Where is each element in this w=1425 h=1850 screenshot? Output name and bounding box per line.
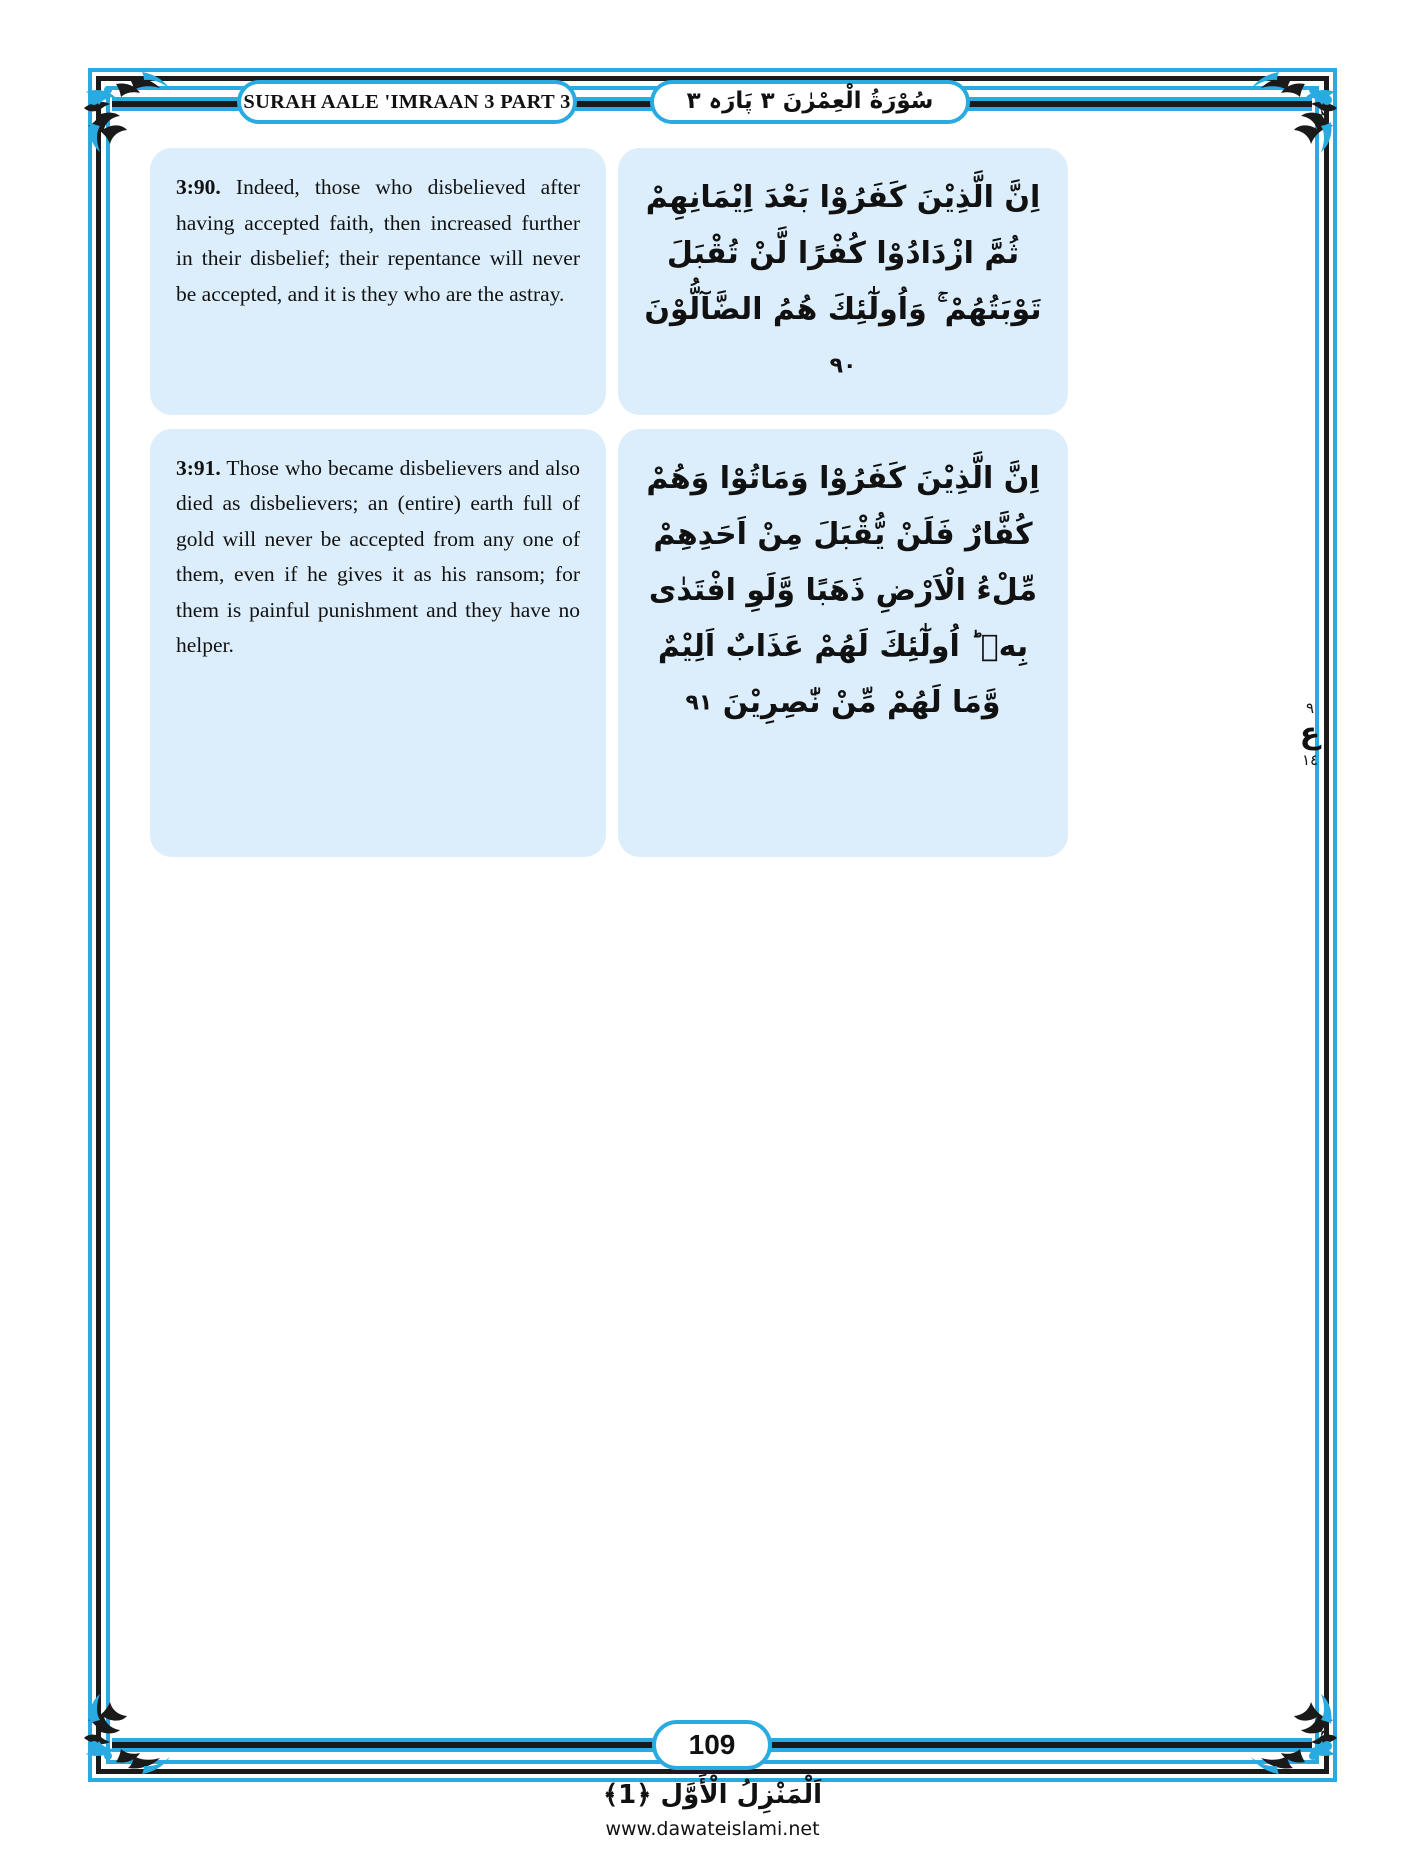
surah-title-pill (237, 80, 577, 124)
page-number-pill (652, 1720, 772, 1770)
arabic-verse-text: اِنَّ الَّذِيْنَ كَفَرُوْا وَمَاتُوْا وَهُمْ كُفَّارٌ فَلَنْ يُّقْبَلَ مِنْ اَحَدِهِمْ مِّلْءُ الْاَرْضِ ذَهَبًا وَّلَوِ افْتَدٰى بِهٖ ؕ اُولٰٓئِكَ لَهُمْ عَذَابٌ اَلِيْمٌ وَّمَا لَهُمْ مِّنْ نّٰصِرِيْنَ (646, 460, 1040, 720)
verse-row (150, 429, 1275, 857)
verse-row (150, 148, 1275, 415)
arabic-verse-text: اِنَّ الَّذِيْنَ كَفَرُوْا بَعْدَ اِيْمَانِهِمْ ثُمَّ ازْدَادُوْا كُفْرًا لَّنْ تُقْبَلَ تَوْبَتُهُمْ ۚ وَاُولٰٓئِكَ هُمُ الضَّآلُّوْنَ (644, 180, 1042, 327)
verse-translation-text: Indeed, those who disbelieved after having accepted faith, then increased further in their disbelief; their repentance will never be accepted, and it is they who are the astray. (176, 175, 580, 306)
manzil-label: اَلْمَنْزِلُ الْأَوَّل ﴿1﴾ (602, 1780, 823, 1810)
arabic-verse-card (618, 429, 1068, 857)
ruku-bottom-number: ١٤ (1301, 750, 1319, 769)
ayah-end-marker: ۹۱ (685, 690, 713, 715)
ruku-marker (1290, 700, 1330, 769)
translation-card (150, 148, 606, 415)
verse-number: 3:90. (176, 175, 221, 199)
ruku-top-number: ٩ (1305, 699, 1315, 717)
page-number-text: 109 (688, 1729, 736, 1760)
verse-number: 3:91. (176, 455, 221, 480)
ruku-glyph-icon: ع (1299, 716, 1321, 752)
arabic-verse-card (618, 148, 1068, 415)
translation-card (150, 429, 606, 857)
surah-title-text: SURAH AALE 'IMRAAN 3 PART 3 (243, 90, 571, 113)
website-url: www.dawateislami.net (605, 1818, 820, 1840)
verse-translation-text: Those who became disbelievers and also died as disbelievers; an (entire) earth full of gold will never be accepted from any one of them, even if he gives it as his ransom; for them is painful punishment and they have no helper. (176, 455, 580, 657)
surah-arabic-title-text: سُوْرَةُ الْعِمْرٰنَ ٣ پَارَہ ٣ (686, 87, 934, 114)
ayah-end-marker: ۹۰ (829, 353, 857, 379)
surah-arabic-title-pill (650, 80, 970, 124)
verse-content-area (150, 148, 1275, 871)
